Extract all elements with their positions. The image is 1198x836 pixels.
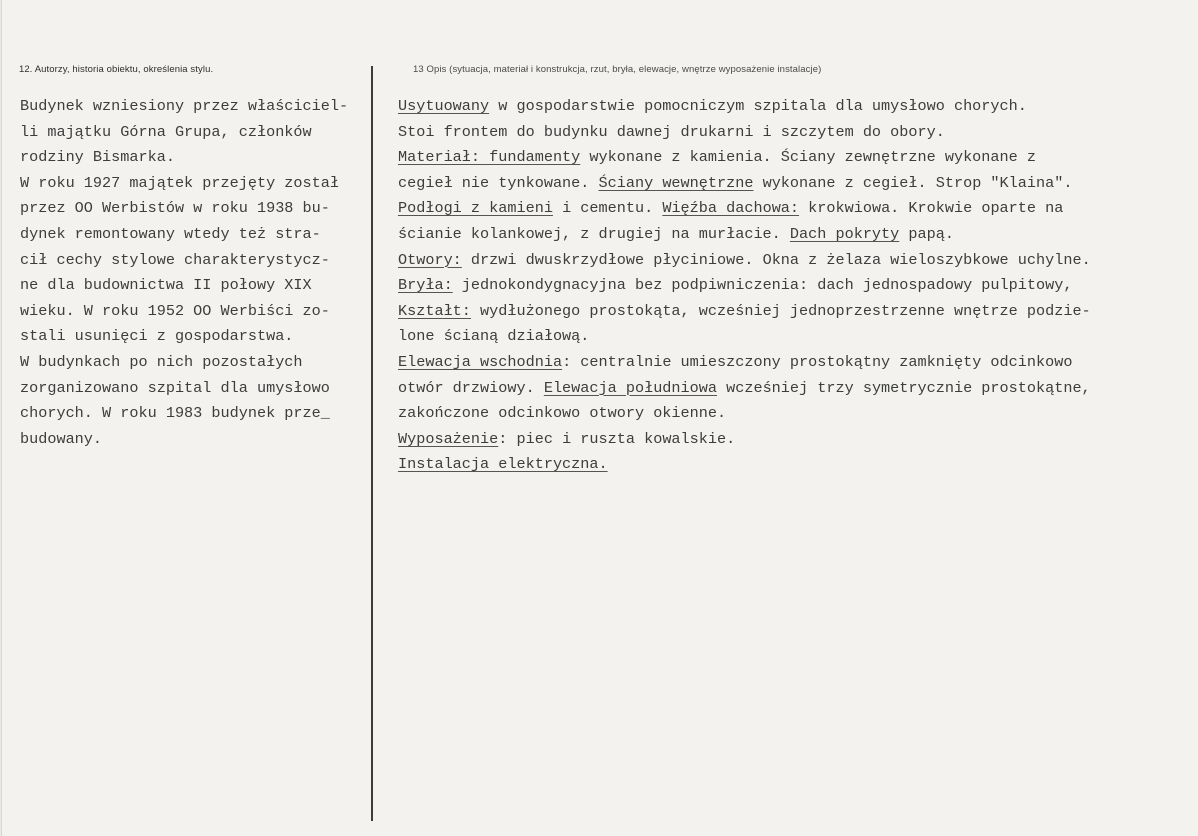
- underlined-term: Ściany wewnętrzne: [598, 173, 754, 192]
- description-line: [398, 273, 1188, 299]
- underlined-term: Elewacja południowa: [543, 378, 717, 397]
- history-line: budowany.: [20, 429, 103, 448]
- history-line: cił cechy stylowe charakterystycz-: [20, 250, 330, 269]
- underlined-term: Otwory:: [398, 250, 462, 269]
- section-12-header: 12. Autorzy, historia obiektu, określenia stylu.: [19, 64, 214, 75]
- column-divider: [371, 66, 373, 821]
- description-line: [398, 120, 1188, 146]
- description-segment: lone ścianą działową.: [398, 327, 590, 346]
- description-text: [398, 94, 1188, 478]
- underlined-term: Więźba dachowa:: [662, 199, 800, 218]
- history-line: ne dla budownictwa II połowy XIX: [20, 276, 312, 295]
- history-text: [20, 94, 365, 452]
- description-line: [398, 248, 1188, 274]
- underlined-term: Kształt:: [398, 301, 471, 320]
- section-13-header: 13 Opis (sytuacja, materiał i konstrukcja, rzut, bryła, elewacje, wnętrze wyposażenie instalacje): [413, 64, 822, 75]
- description-segment: drzwi dwuskrzydłowe płyciniowe. Okna z żelaza wieloszybkowe uchylne.: [461, 250, 1091, 269]
- underlined-term: Elewacja wschodnia: [398, 352, 563, 371]
- history-line: W roku 1927 majątek przejęty został: [20, 173, 339, 192]
- description-segment: w gospodarstwie pomocniczym szpitala dla umysłowo chorych.: [489, 97, 1027, 115]
- underlined-term: Podłogi z kamieni: [398, 199, 553, 218]
- history-line: wieku. W roku 1952 OO Werbiści zo-: [20, 301, 330, 320]
- underlined-term: Bryła:: [398, 276, 453, 295]
- history-line: przez OO Werbistów w roku 1938 bu-: [20, 199, 330, 218]
- description-segment: wydłużonego prostokąta, wcześniej jednoprzestrzenne wnętrze podzie-: [470, 301, 1091, 320]
- history-line: rodziny Bismarka.: [20, 148, 175, 167]
- description-segment: : piec i ruszta kowalskie.: [498, 429, 736, 448]
- history-line: W budynkach po nich pozostałych: [20, 352, 303, 371]
- history-line: zorganizowano szpital dla umysłowo: [20, 378, 330, 397]
- description-line: [398, 427, 1188, 453]
- history-line: chorych. W roku 1983 budynek prze_: [20, 404, 330, 423]
- description-segment: wcześniej trzy symetrycznie prostokątne,: [717, 378, 1091, 397]
- description-line: [398, 94, 1188, 120]
- description-line: [398, 401, 1188, 427]
- description-segment: krokwiowa. Krokwie oparte na: [799, 199, 1064, 218]
- description-segment: jednokondygnacyjna bez podpiwniczenia: dach jednospadowy pulpitowy,: [452, 276, 1073, 295]
- description-line: [398, 171, 1188, 197]
- underlined-term: Dach pokryty: [789, 224, 900, 243]
- underlined-term: Materiał: fundamenty: [398, 148, 581, 167]
- description-line: [398, 196, 1188, 222]
- description-line: [398, 376, 1188, 402]
- description-segment: ścianie kolankowej, z drugiej na murłacie.: [398, 224, 790, 243]
- history-line: stali usunięci z gospodarstwa.: [20, 327, 294, 346]
- description-line: [398, 350, 1188, 376]
- description-segment: : centralnie umieszczony prostokątny zamknięty odcinkowo: [562, 352, 1073, 371]
- underlined-term: Wyposażenie: [398, 429, 499, 448]
- underlined-term: Instalacja elektryczna.: [398, 455, 608, 474]
- description-segment: otwór drzwiowy.: [398, 378, 544, 397]
- history-line: li majątku Górna Grupa, członków: [20, 122, 312, 141]
- description-line: [398, 222, 1188, 248]
- description-segment: wykonane z cegieł. Strop "Klaina".: [753, 173, 1073, 192]
- history-line: dynek remontowany wtedy też stra-: [20, 224, 321, 243]
- description-segment: wykonane z kamienia. Ściany zewnętrzne wykonane z: [580, 148, 1036, 167]
- catalog-card: [1, 0, 1198, 836]
- description-line: [398, 324, 1188, 350]
- description-line: [398, 145, 1188, 171]
- description-line: [398, 299, 1188, 325]
- description-segment: Stoi frontem do budynku dawnej drukarni i szczytem do obory.: [398, 122, 945, 141]
- description-segment: zakończone odcinkowo otwory okienne.: [398, 404, 727, 423]
- description-segment: i cementu.: [552, 199, 663, 218]
- history-line: Budynek wzniesiony przez właściciel-: [20, 97, 349, 115]
- underlined-term: Usytuowany: [398, 97, 490, 115]
- description-segment: cegieł nie tynkowane.: [398, 173, 599, 192]
- description-segment: papą.: [899, 224, 954, 243]
- description-line: [398, 452, 1188, 478]
